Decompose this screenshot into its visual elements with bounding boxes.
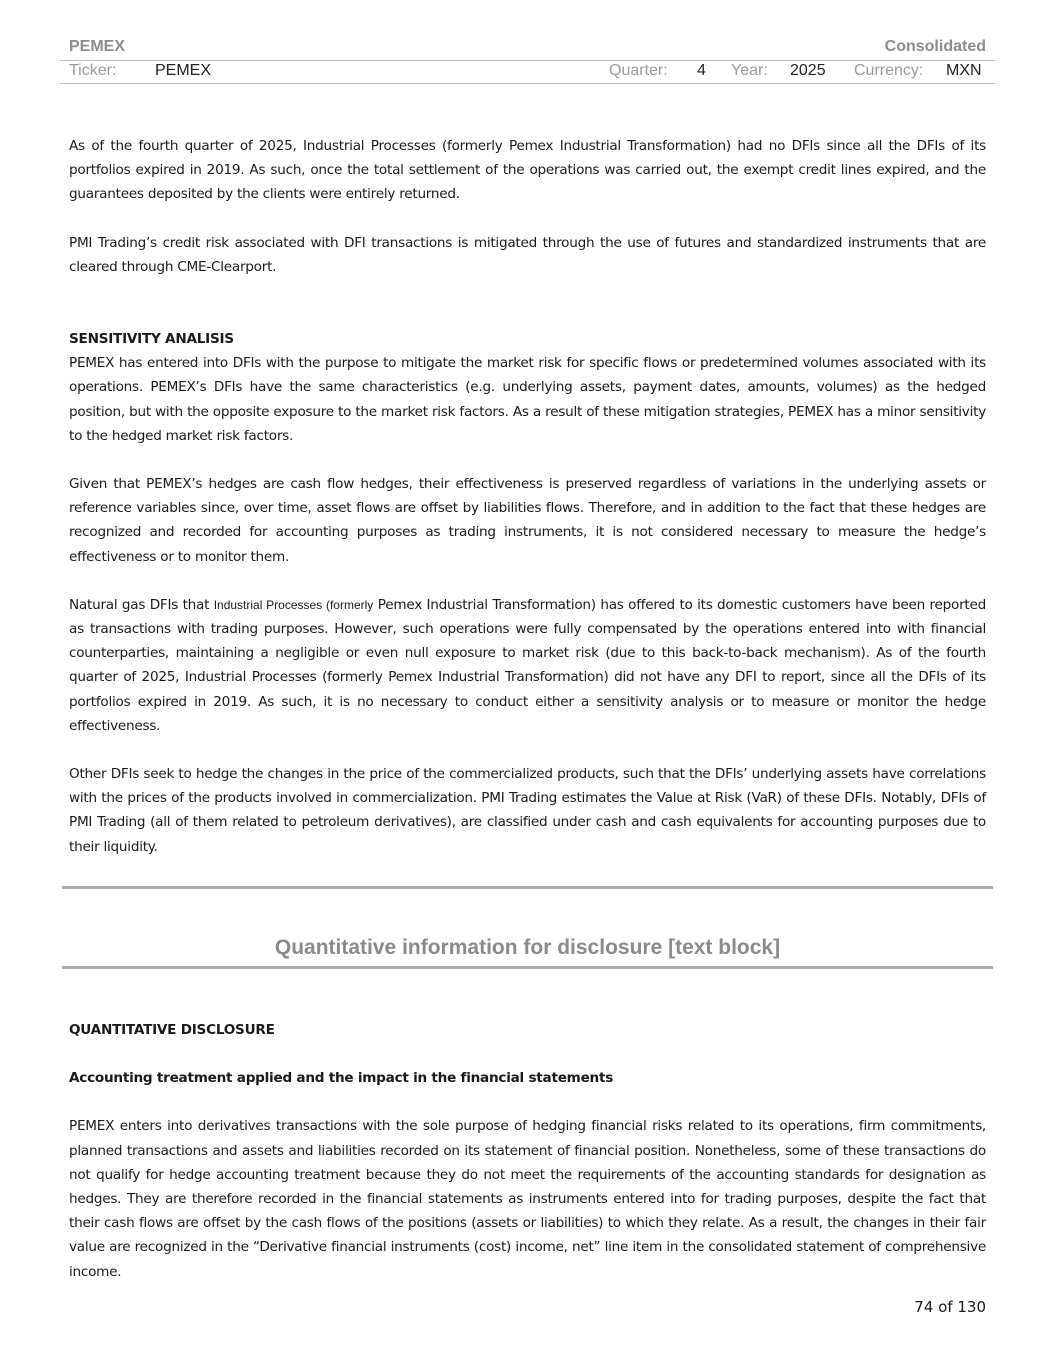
ticker-label: Ticker: bbox=[69, 62, 117, 79]
paragraph: Other DFIs seek to hedge the changes in the price of the commercialized products, such that the DFIs’ underlying assets have correlations with the prices of the products involved in commercialization. PMI Trading estimates the Value at Risk (VaR) of these DFIs. Notably, DFIs of PMI Trading (all of them related to petroleum derivatives), are classified under cash and cash equivalents for accounting purposes due to their liquidity. bbox=[69, 766, 986, 855]
paragraph: As of the fourth quarter of 2025, Industrial Processes (formerly Pemex Industrial Transformation) had no DFIs since all the DFIs of its portfolios expired in 2019. As such, once the total settlement of the operations was carried out, the exempt credit lines expired, and the guarantees deposited by the clients were entirely returned. bbox=[69, 138, 986, 203]
section-body bbox=[69, 1018, 986, 1284]
quantitative-heading: QUANTITATIVE DISCLOSURE bbox=[69, 1022, 275, 1038]
year-value: 2025 bbox=[790, 62, 826, 79]
page-number: 74 of 130 bbox=[914, 1298, 986, 1316]
paragraph: Given that PEMEX’s hedges are cash flow hedges, their effectiveness is preserved regardless of variations in the underlying assets or reference variables since, over time, asset flows are offset by liabilities flows. Therefore, and in addition to the fact that these hedges are recognized and recorded for accounting purposes as trading instruments, it is not considered necessary to measure the hedge’s effectiveness or to monitor them. bbox=[69, 476, 986, 565]
currency-label: Currency: bbox=[854, 62, 924, 79]
accounting-subheading: Accounting treatment applied and the impact in the financial statements bbox=[69, 1070, 614, 1087]
paragraph: PEMEX enters into derivatives transactions with the sole purpose of hedging financial risks related to its operations, firm commitments, planned transactions and assets and liabilities recorded on its statement of financial position. Nonetheless, some of these transactions do not qualify for hedge accounting treatment because they do not meet the requirements of the accounting standards for designation as hedges. They are therefore recorded in the financial statements as instruments entered into for trading purposes, despite the fact that their cash flows are offset by the cash flows of the positions (assets or liabilities) to which they relate. As a result, the changes in their fair value are recognized in the “Derivative financial instruments (cost) income, net” line item in the consolidated statement of comprehensive income. bbox=[69, 1118, 986, 1280]
ticker-value: PEMEX bbox=[155, 62, 212, 79]
quarter-value: 4 bbox=[697, 62, 706, 79]
paragraph: PMI Trading’s credit risk associated with DFI transactions is mitigated through the use of futures and standardized instruments that are cleared through CME-Clearport. bbox=[69, 234, 986, 275]
body-text bbox=[69, 134, 986, 859]
company-name: PEMEX bbox=[69, 38, 126, 55]
report-type: Consolidated bbox=[884, 38, 986, 55]
paragraph: PEMEX has entered into DFIs with the purpose to mitigate the market risk for specific flows or predetermined volumes associated with its operations. PEMEX’s DFIs have the same characteristics (e.g. underlying assets, payment dates, amounts, volumes) as the hedged position, but with the opposite exposure to the market risk factors. As a result of these mitigation strategies, PEMEX has a minor sensitivity to the hedged market risk factors. bbox=[69, 355, 986, 444]
section-title: Quantitative information for disclosure [text block] bbox=[274, 936, 781, 959]
quarter-label: Quarter: bbox=[609, 62, 668, 79]
sensitivity-heading: SENSITIVITY ANALISIS bbox=[69, 331, 234, 348]
report-meta bbox=[60, 61, 995, 84]
currency-value: MXN bbox=[946, 62, 982, 79]
section-divider bbox=[62, 886, 993, 889]
year-label: Year: bbox=[731, 62, 768, 79]
paragraph: Natural gas DFIs that Industrial Processes (formerly Pemex Industrial Transformation) has offered to its domestic customers have been reported as transactions with trading purposes. However, such operations were fully compensated by the operations entered into with financial counterparties, maintaining a negligible or even null exposure to market risk (due to this back-to-back mechanism). As of the fourth quarter of 2025, Industrial Processes (formerly Pemex Industrial Transformation) did not have any DFI to report, since all the DFIs of its portfolios expired in 2019. As such, it is no necessary to conduct either a sensitivity analysis or to measure or monitor the hedge effectiveness. bbox=[69, 596, 986, 734]
section-divider bbox=[62, 966, 993, 969]
report-header bbox=[60, 36, 995, 61]
